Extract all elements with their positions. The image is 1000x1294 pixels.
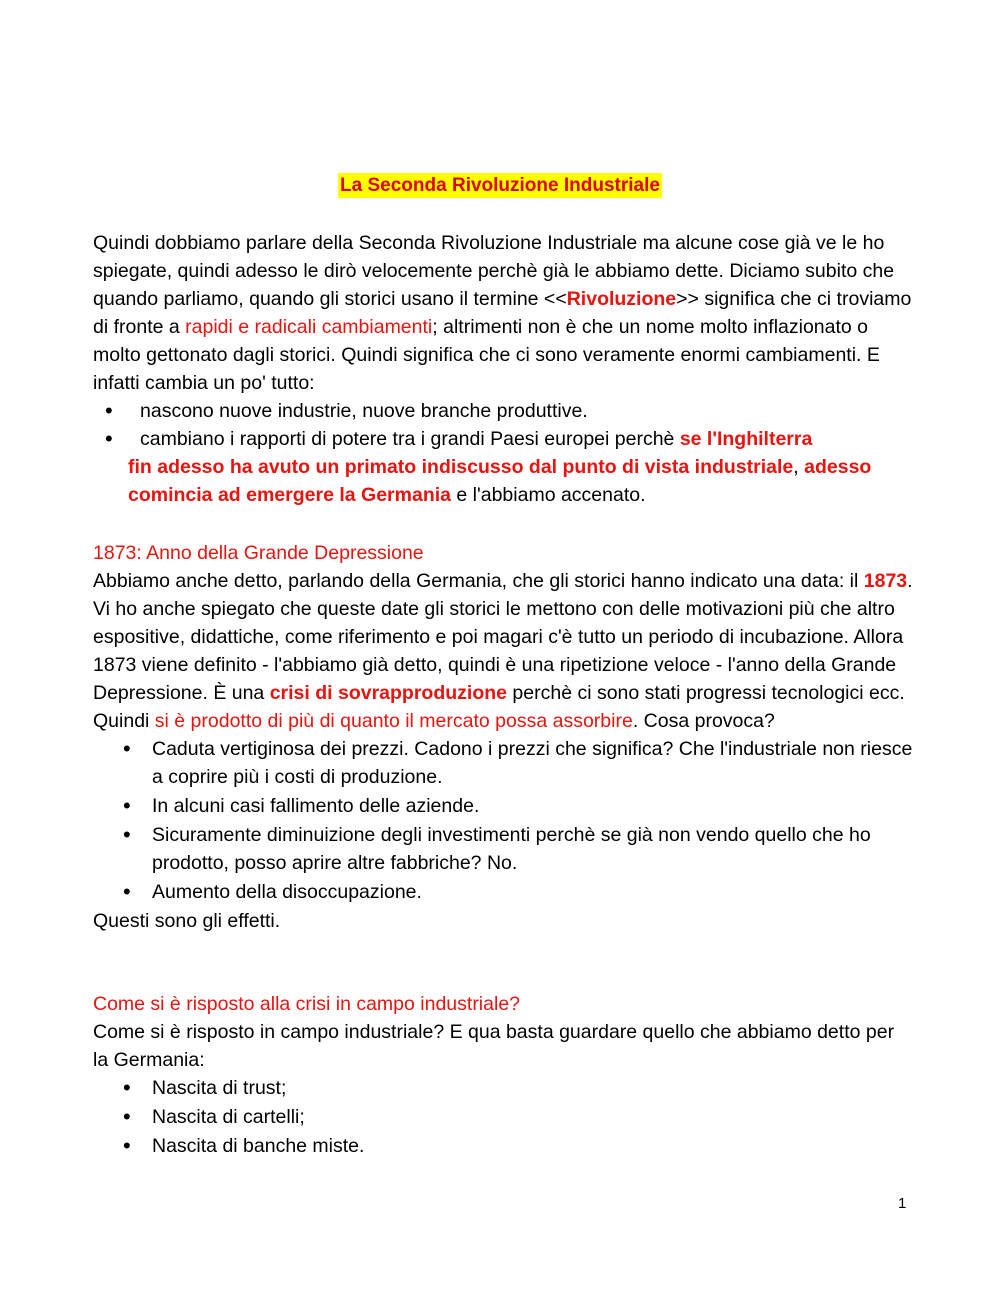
list-item (93, 425, 913, 509)
intro-text-2: >> significa che ci troviamo di fronte a (93, 288, 912, 338)
depression-year: 1873 (863, 570, 908, 592)
response-section (93, 990, 913, 1161)
document-title: La Seconda Rivoluzione Industriale (340, 175, 660, 196)
intro-bullet-2-comma: , (793, 456, 805, 478)
depression-section (93, 539, 913, 935)
depression-text-4: . Cosa provoca? (632, 710, 775, 732)
list-item: • Nascita di trust; (93, 1074, 913, 1102)
depression-highlight-crisis: crisi di sovrapproduzione (269, 682, 507, 704)
list-item: • In alcuni casi fallimento delle aziende. (93, 792, 913, 820)
depression-paragraph (93, 567, 913, 735)
section-heading-depression: 1873: Anno della Grande Depressione (93, 542, 424, 564)
list-item: • Nascita di cartelli; (93, 1103, 913, 1131)
response-paragraph: Come si è risposto in campo industriale? E qua basta guardare quello che abbiamo detto per la Germania: (93, 1021, 895, 1071)
list-item: • Sicuramente diminuizione degli investimenti perchè se già non vendo quello che ho prodotto, posso aprire altre fabbriche? No. (93, 821, 913, 877)
intro-bullet-2-highlight-c: adesso comincia ad emergere la Germania (128, 456, 872, 506)
intro-section (93, 229, 913, 509)
intro-bullet-2-highlight-a: se l'Inghilterra (679, 428, 813, 450)
intro-bullet-1-text: nascono nuove industrie, nuove branche produttive. (140, 400, 588, 422)
intro-text-3: ; altrimenti non è che un nome molto inflazionato o molto gettonato dagli storici. Quindi significa che ci sono veramente enormi cambiamenti. E infatti cambia un po' tutto: (93, 316, 880, 394)
depression-highlight-overproduction: si è prodotto di più di quanto il mercato possa assorbire (154, 710, 633, 732)
page-number: 1 (898, 1195, 907, 1212)
list-item: • Aumento della disoccupazione. (93, 878, 913, 906)
intro-keyword-rivoluzione: Rivoluzione (566, 288, 677, 310)
depression-text-1: Abbiamo anche detto, parlando della Germania, che gli storici hanno indicato una data: il (93, 570, 864, 592)
depression-closing: Questi sono gli effetti. (93, 910, 281, 932)
depression-bullet-list (93, 735, 913, 906)
intro-bullet-list (93, 397, 913, 509)
intro-bullet-2-text-b: e l'abbiamo accenato. (451, 484, 646, 506)
section-heading-response: Come si è risposto alla crisi in campo industriale? (93, 993, 521, 1015)
intro-highlight-changes: rapidi e radicali cambiamenti (185, 316, 433, 338)
list-item: • Caduta vertiginosa dei prezzi. Cadono i prezzi che significa? Che l'industriale non riesce a coprire più i costi di produzione. (93, 735, 913, 791)
response-bullet-list (93, 1074, 913, 1160)
intro-paragraph (93, 229, 913, 397)
depression-text-3: perchè ci sono stati progressi tecnologici ecc. Quindi (93, 682, 905, 732)
intro-text-1: Quindi dobbiamo parlare della Seconda Rivoluzione Industriale ma alcune cose già ve le ho spiegate, quindi adesso le dirò velocemente perchè già le abbiamo dette. Diciamo subito che quando parliamo, quando gli storici usano il termine << (93, 232, 895, 310)
depression-text-2: . Vi ho anche spiegato che queste date gli storici le mettono con delle motivazioni più che altro espositive, didattiche, come riferimento e poi magari c'è tutto un periodo di incubazione. Allora 1873 viene definito - l'abbiamo già detto, quindi è una ripetizione veloce - l'anno della Grande Depressione. È una (93, 570, 913, 704)
intro-bullet-2-highlight-b: fin adesso ha avuto un primato indiscusso dal punto di vista industriale (128, 456, 794, 478)
list-item: • Nascita di banche miste. (93, 1132, 913, 1160)
list-item (93, 397, 913, 425)
intro-bullet-2-text-a: cambiano i rapporti di potere tra i grandi Paesi europei perchè (140, 428, 680, 450)
intro-bullet-2-continuation (128, 453, 913, 509)
title-container (0, 174, 1000, 197)
